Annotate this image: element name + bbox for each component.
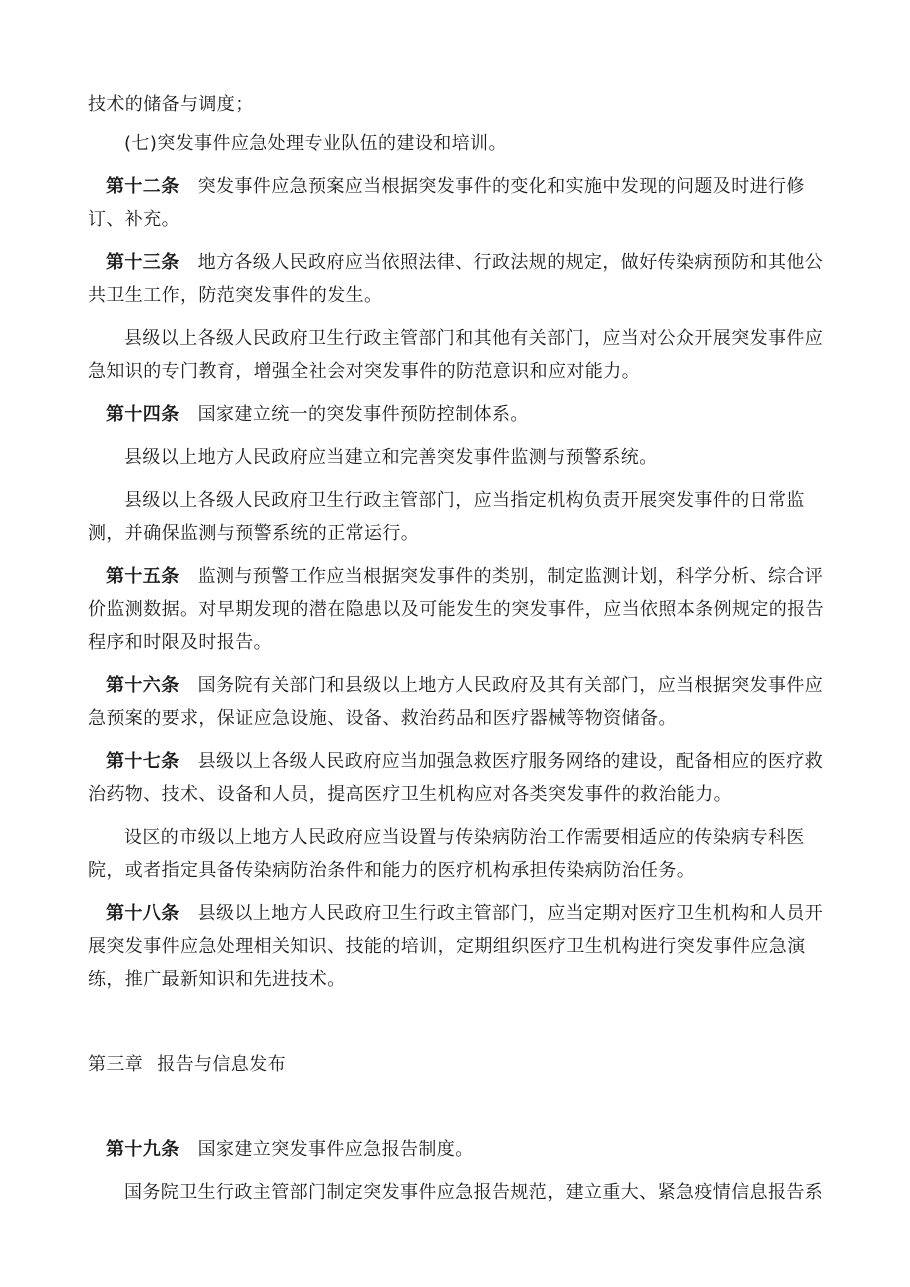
article-14	[88, 398, 824, 431]
article-13	[88, 246, 824, 312]
chapter-heading	[88, 1048, 824, 1081]
article-text: 监测与预警工作应当根据突发事件的类别，制定监测计划，科学分析、综合评价监测数据。对早期发现的潜在隐患以及可能发生的突发事件，应当依照本条例规定的报告程序和时限及时报告。	[88, 566, 824, 653]
article-17	[88, 745, 824, 811]
article-number: 第十九条	[106, 1139, 180, 1160]
article-text: 县级以上各级人民政府应当加强急救医疗服务网络的建设，配备相应的医疗救治药物、技术、设备和人员，提高医疗卫生机构应对各类突发事件的救治能力。	[88, 751, 824, 805]
paragraph: 县级以上各级人民政府卫生行政主管部门和其他有关部门，应当对公众开展突发事件应急知识的专门教育，增强全社会对突发事件的防范意识和应对能力。	[88, 328, 824, 382]
paragraph-continuation: 技术的储备与调度；	[88, 94, 254, 115]
list-item-seven: (七)突发事件应急处理专业队伍的建设和培训。	[124, 133, 507, 154]
article-16	[88, 669, 824, 735]
article-text: 国家建立突发事件应急报告制度。	[197, 1139, 474, 1160]
article-number: 第十四条	[106, 404, 180, 425]
article-15	[88, 560, 824, 659]
article-text: 突发事件应急预案应当根据突发事件的变化和实施中发现的问题及时进行修订、补充。	[88, 176, 805, 230]
paragraph: 设区的市级以上地方人民政府应当设置与传染病防治工作需要相适应的传染病专科医院，或者指定具备传染病防治条件和能力的医疗机构承担传染病防治任务。	[88, 827, 805, 881]
article-12	[88, 170, 824, 236]
article-number: 第十六条	[106, 675, 180, 696]
article-number: 第十八条	[106, 903, 180, 924]
article-number: 第十五条	[106, 566, 180, 587]
paragraph: 国务院卫生行政主管部门制定突发事件应急报告规范，建立重大、紧急疫情信息报告系	[124, 1182, 824, 1203]
article-text: 地方各级人民政府应当依照法律、行政法规的规定，做好传染病预防和其他公共卫生工作，防范突发事件的发生。	[88, 252, 824, 306]
article-number: 第十七条	[106, 751, 180, 772]
article-19	[88, 1133, 824, 1166]
article-text: 国务院有关部门和县级以上地方人民政府及其有关部门，应当根据突发事件应急预案的要求，保证应急设施、设备、救治药品和医疗器械等物资储备。	[88, 675, 824, 729]
article-number: 第十三条	[106, 252, 180, 273]
chapter-number: 第三章	[88, 1054, 144, 1075]
article-number: 第十二条	[106, 176, 180, 197]
paragraph: 县级以上各级人民政府卫生行政主管部门，应当指定机构负责开展突发事件的日常监测，并确保监测与预警系统的正常运行。	[88, 490, 805, 544]
article-text: 国家建立统一的突发事件预防控制体系。	[197, 404, 529, 425]
paragraph: 县级以上地方人民政府应当建立和完善突发事件监测与预警系统。	[124, 447, 658, 468]
article-18	[88, 897, 824, 996]
article-text: 县级以上地方人民政府卫生行政主管部门，应当定期对医疗卫生机构和人员开展突发事件应急处理相关知识、技能的培训，定期组织医疗卫生机构进行突发事件应急演练，推广最新知识和先进技术。	[88, 903, 824, 990]
chapter-title: 报告与信息发布	[157, 1054, 287, 1075]
